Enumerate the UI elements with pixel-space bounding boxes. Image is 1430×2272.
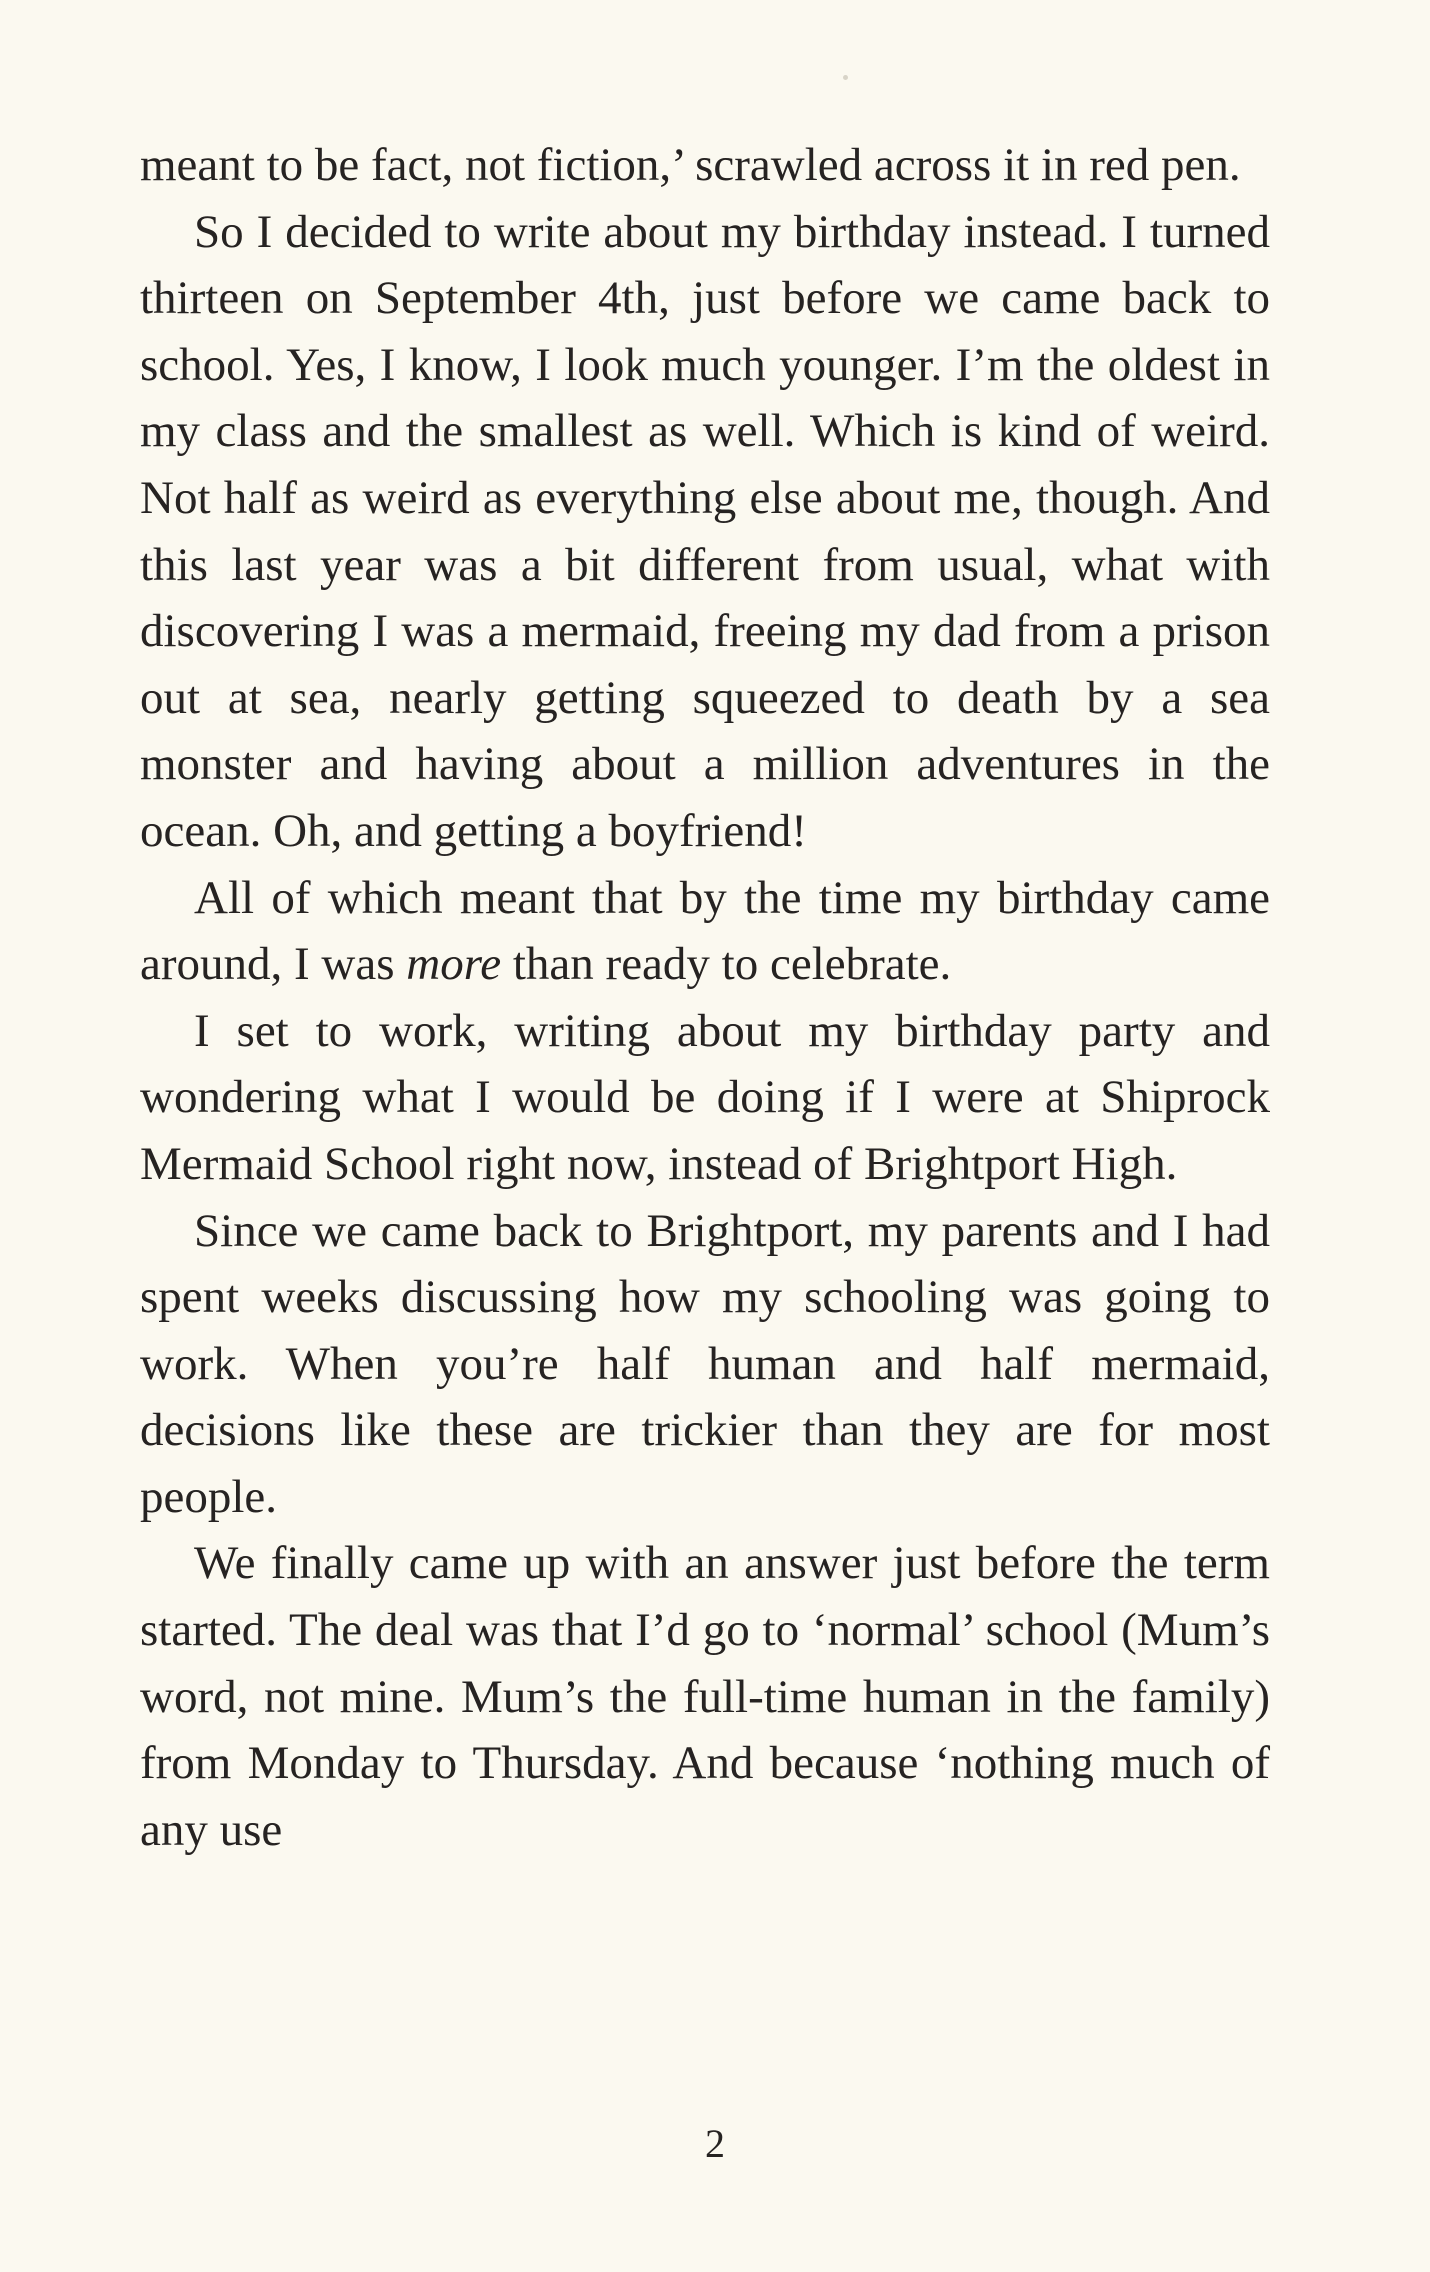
paragraph — [140, 1198, 1270, 1531]
paper-speck — [843, 75, 848, 80]
paragraph — [140, 998, 1270, 1198]
body-text — [140, 132, 1270, 1863]
text-segment: All of which meant that by the time my birthday came around, I was — [140, 871, 1270, 991]
text-segment: We finally came up with an answer just before the term started. The deal was that I’d go to ‘normal’ school (Mum’s word, not mine. Mum’s the full-time human in the family) from Monday to Thursday. And because ‘nothing much of any use — [140, 1537, 1270, 1856]
text-segment: Since we came back to Brightport, my parents and I had spent weeks discussing how my schooling was going to work. When you’re half human and half mermaid, decisions like these are trickier than they are for most people. — [140, 1204, 1270, 1523]
paragraph — [140, 1530, 1270, 1863]
text-segment: So I decided to write about my birthday instead. I turned thirteen on September 4th, just before we came back to school. Yes, I know, I look much younger. I’m the oldest in my class and the smallest as well. Which is kind of weird. Not half as weird as everything else about me, though. And this last year was a bit different from usual, what with discovering I was a mermaid, freeing my dad from a prison out at sea, nearly getting squeezed to death by a sea monster and having about a million adventures in the ocean. Oh, and getting a boyfriend! — [140, 205, 1270, 857]
text-segment: I set to work, writing about my birthday party and wondering what I would be doing if I were at Shiprock Mermaid School right now, instead of Brightport High. — [140, 1004, 1270, 1190]
text-segment: than ready to celebrate. — [501, 938, 952, 991]
page-number: 2 — [705, 2121, 725, 2166]
paragraph — [140, 132, 1270, 199]
paragraph — [140, 199, 1270, 865]
paragraph — [140, 865, 1270, 998]
text-segment: meant to be fact, not fiction,’ scrawled across it in red pen. — [140, 139, 1241, 191]
emphasis-text: more — [406, 938, 502, 991]
